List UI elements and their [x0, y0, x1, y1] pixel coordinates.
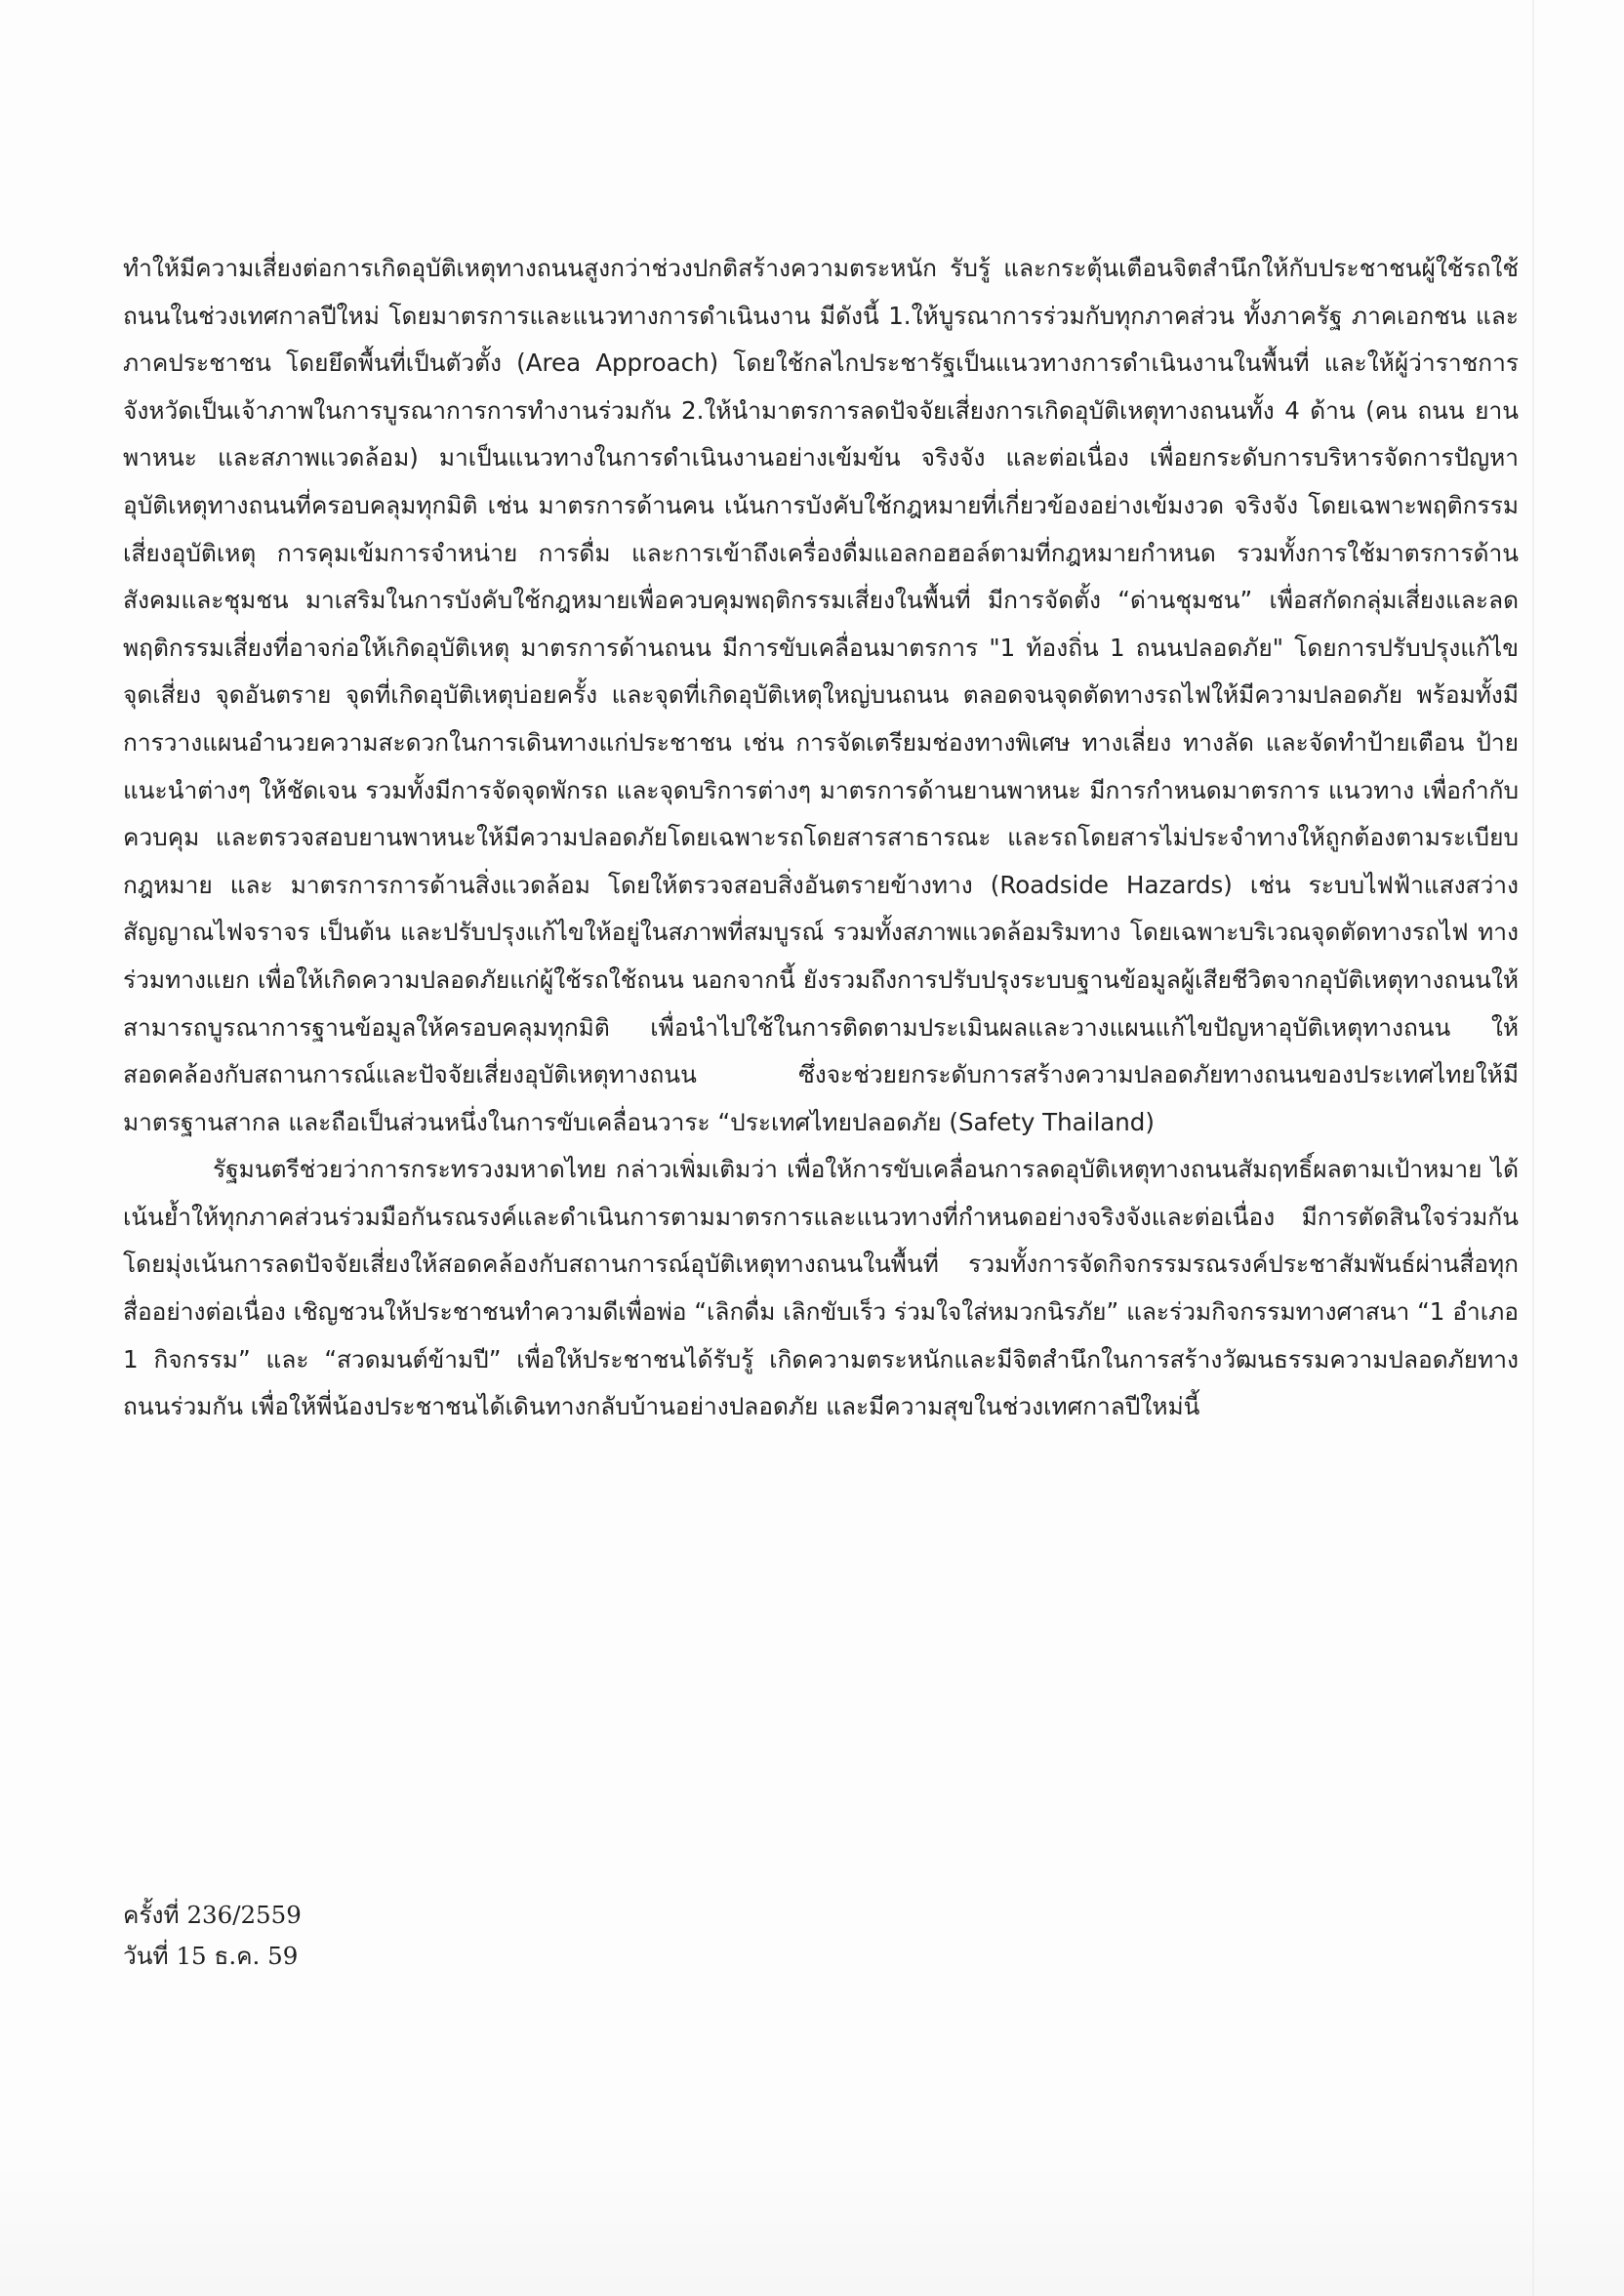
document-footer [123, 1895, 513, 1977]
issue-date: วันที่ 15 ธ.ค. 59 [123, 1942, 299, 1970]
scan-bottom-shade [0, 2128, 1624, 2296]
issue-number: ครั้งที่ 236/2559 [123, 1901, 302, 1929]
scan-edge-line [1532, 0, 1534, 2296]
body-paragraph-deputy-minister: รัฐมนตรีช่วยว่าการกระทรวงมหาดไทย กล่าวเพิ่มเติมว่า เพื่อให้การขับเคลื่อนการลดอุบัติเหตุทางถนนสัมฤทธิ์ผลตามเป้าหมาย ได้เน้นย้ำให้ทุกภาคส่วนร่วมมือกันรณรงค์และดำเนินการตามมาตรการและแนวทางที่กำหนดอย่างจริงจังและต่อเนื่อง มีการตัดสินใจร่วมกัน โดยมุ่งเน้นการลดปัจจัยเสี่ยงให้สอดคล้องกับสถานการณ์อุบัติเหตุทางถนนในพื้นที่ รวมทั้งการจัดกิจกรรมรณรงค์ประชาสัมพันธ์ผ่านสื่อทุกสื่ออย่างต่อเนื่อง เชิญชวนให้ประชาชนทำความดีเพื่อพ่อ “เลิกดื่ม เลิกขับเร็ว ร่วมใจใส่หมวกนิรภัย” และร่วมกิจกรรมทางศาสนา “1 อำเภอ 1 กิจกรรม” และ “สวดมนต์ข้ามปี” เพื่อให้ประชาชนได้รับรู้ เกิดความตระหนักและมีจิตสำนึกในการสร้างวัฒนธรรมความปลอดภัยทางถนนร่วมกัน เพื่อให้พี่น้องประชาชนได้เดินทางกลับบ้านอย่างปลอดภัย และมีความสุขในช่วงเทศกาลปีใหม่นี้ [123, 1155, 1519, 1421]
document-body [123, 245, 1519, 1431]
body-paragraph-measures: ทำให้มีความเสี่ยงต่อการเกิดอุบัติเหตุทางถนนสูงกว่าช่วงปกติสร้างความตระหนัก รับรู้ และกระตุ้นเตือนจิตสำนึกให้กับประชาชนผู้ใช้รถใช้ถนนในช่วงเทศกาลปีใหม่ โดยมาตรการและแนวทางการดำเนินงาน มีดังนี้ 1.ให้บูรณาการร่วมกับทุกภาคส่วน ทั้งภาครัฐ ภาคเอกชน และภาคประชาชน โดยยึดพื้นที่เป็นตัวตั้ง (Area Approach) โดยใช้กลไกประชารัฐเป็นแนวทางการดำเนินงานในพื้นที่ และให้ผู้ว่าราชการจังหวัดเป็นเจ้าภาพในการบูรณาการการทำงานร่วมกัน 2.ให้นำมาตรการลดปัจจัยเสี่ยงการเกิดอุบัติเหตุทางถนนทั้ง 4 ด้าน (คน ถนน ยานพาหนะ และสภาพแวดล้อม) มาเป็นแนวทางในการดำเนินงานอย่างเข้มข้น จริงจัง และต่อเนื่อง เพื่อยกระดับการบริหารจัดการปัญหาอุบัติเหตุทางถนนที่ครอบคลุมทุกมิติ เช่น มาตรการด้านคน เน้นการบังคับใช้กฎหมายที่เกี่ยวข้องอย่างเข้มงวด จริงจัง โดยเฉพาะพฤติกรรมเสี่ยงอุบัติเหตุ การคุมเข้มการจำหน่าย การดื่ม และการเข้าถึงเครื่องดื่มแอลกอฮอล์ตามที่กฎหมายกำหนด รวมทั้งการใช้มาตรการด้านสังคมและชุมชน มาเสริมในการบังคับใช้กฎหมายเพื่อควบคุมพฤติกรรมเสี่ยงในพื้นที่ มีการจัดตั้ง “ด่านชุมชน” เพื่อสกัดกลุ่มเสี่ยงและลดพฤติกรรมเสี่ยงที่อาจก่อให้เกิดอุบัติเหตุ มาตรการด้านถนน มีการขับเคลื่อนมาตรการ "1 ท้องถิ่น 1 ถนนปลอดภัย" โดยการปรับปรุงแก้ไขจุดเสี่ยง จุดอันตราย จุดที่เกิดอุบัติเหตุบ่อยครั้ง และจุดที่เกิดอุบัติเหตุใหญ่บนถนน ตลอดจนจุดตัดทางรถไฟให้มีความปลอดภัย พร้อมทั้งมีการวางแผนอำนวยความสะดวกในการเดินทางแก่ประชาชน เช่น การจัดเตรียมช่องทางพิเศษ ทางเลี่ยง ทางลัด และจัดทำป้ายเตือน ป้ายแนะนำต่างๆ ให้ชัดเจน รวมทั้งมีการจัดจุดพักรถ และจุดบริการต่างๆ มาตรการด้านยานพาหนะ มีการกำหนดมาตรการ แนวทาง เพื่อกำกับควบคุม และตรวจสอบยานพาหนะให้มีความปลอดภัยโดยเฉพาะรถโดยสารสาธารณะ และรถโดยสารไม่ประจำทางให้ถูกต้องตามระเบียบ กฎหมาย และ มาตรการการด้านสิ่งแวดล้อม โดยให้ตรวจสอบสิ่งอันตรายข้างทาง (Roadside Hazards) เช่น ระบบไฟฟ้าแสงสว่าง สัญญาณไฟจราจร เป็นต้น และปรับปรุงแก้ไขให้อยู่ในสภาพที่สมบูรณ์ รวมทั้งสภาพแวดล้อมริมทาง โดยเฉพาะบริเวณจุดตัดทางรถไฟ ทางร่วมทางแยก เพื่อให้เกิดความปลอดภัยแก่ผู้ใช้รถใช้ถนน นอกจากนี้ ยังรวมถึงการปรับปรุงระบบฐานข้อมูลผู้เสียชีวิตจากอุบัติเหตุทางถนนให้สามารถบูรณาการฐานข้อมูลให้ครอบคลุมทุกมิติ เพื่อนำไปใช้ในการติดตามประเมินผลและวางแผนแก้ไขปัญหาอุบัติเหตุทางถนน ให้สอดคล้องกับสถานการณ์และปัจจัยเสี่ยงอุบัติเหตุทางถนน ซึ่งจะช่วยยกระดับการสร้างความปลอดภัยทางถนนของประเทศไทยให้มีมาตรฐานสากล และถือเป็นส่วนหนึ่งในการขับเคลื่อนวาระ “ประเทศไทยปลอดภัย (Safety Thailand) [123, 254, 1519, 1136]
